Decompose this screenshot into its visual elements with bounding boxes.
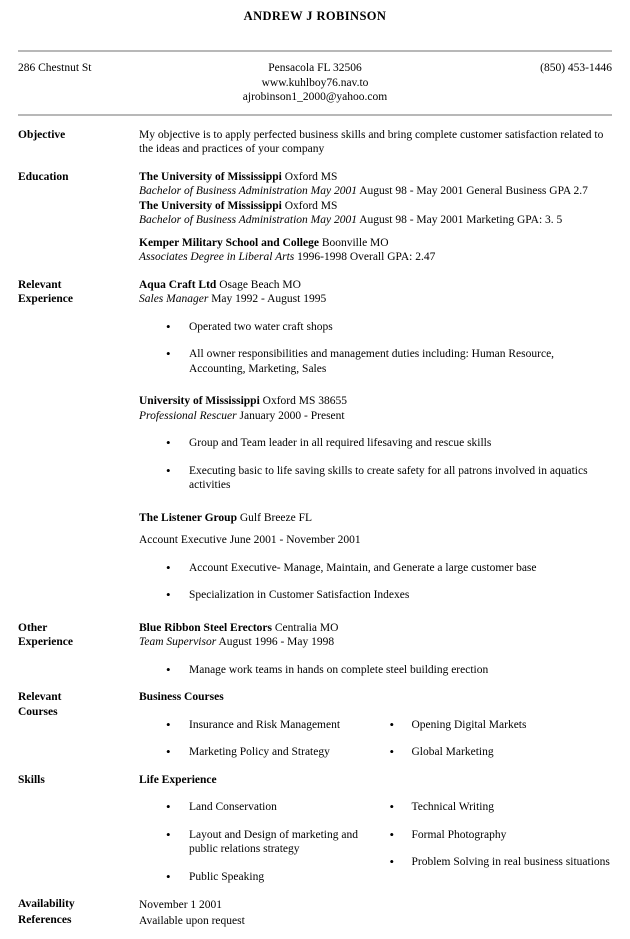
list-item: • All owner responsibilities and management duties including: Human Resource, Accounting, Marketing, Sales [139,347,612,376]
section-objective [18,128,612,157]
list-item: • Manage work teams in hands on complete steel building erection [139,663,612,678]
job-org-line [139,278,612,293]
education-detail-line [139,213,612,228]
courses-left-list [139,718,376,760]
spacer [139,525,612,533]
section-label-objective: Objective [18,128,66,141]
job-bullets [139,663,612,678]
courses-right-list [376,718,613,760]
job-role: Professional Rescuer [139,409,237,422]
section-label-relevant-courses [18,690,139,719]
section-label-availability: Availability [18,898,75,910]
list-item: • Insurance and Risk Management [139,718,376,733]
references-value: Available upon request [139,915,245,927]
education-detail: 1996-1998 Overall GPA: 2.47 [297,251,436,263]
spacer [18,265,612,278]
relevant-courses-content [139,690,612,760]
education-entries [139,170,612,265]
section-education [18,170,612,265]
education-org: Kemper Military School and College [139,236,319,249]
job-role-line [139,409,612,424]
spacer [139,493,612,511]
education-entry [139,199,612,214]
job-bullets [139,436,612,493]
contact-email[interactable]: ajrobinson1_2000@yahoo.com [242,91,388,103]
job-location: Osage Beach MO [219,278,301,291]
section-skills [18,773,612,885]
list-item: • Account Executive- Manage, Maintain, and Generate a large customer base [139,561,612,576]
job-dates: August 1996 - May 1998 [218,636,335,648]
label-line-1: Relevant [18,691,62,703]
education-location: Oxford MS [284,170,338,183]
objective-text: My objective is to apply perfected business skills and bring complete customer satisfaction related to the ideas and practices of your company [139,128,604,155]
courses-right-column [376,705,613,760]
list-item: • Layout and Design of marketing and public relations strategy [139,828,376,857]
section-availability [18,897,612,913]
courses-columns [139,705,612,760]
job-location: Gulf Breeze FL [239,511,313,524]
spacer [18,157,612,170]
spacer [139,228,612,236]
job-role-line [139,533,612,548]
list-item: • Marketing Policy and Strategy [139,745,376,760]
section-label-skills: Skills [18,773,45,786]
list-item: • Opening Digital Markets [376,718,613,733]
job-org-line [139,621,612,636]
spacer [18,677,612,690]
spacer [18,760,612,773]
skills-columns [139,787,612,884]
education-detail-line [139,250,612,265]
contact-city: Pensacola FL 32506 [268,62,362,74]
education-location: Boonville MO [321,236,389,249]
skills-content [139,773,612,885]
job-entry [139,278,612,377]
job-role: Sales Manager [139,293,209,305]
skills-heading: Life Experience [139,773,217,786]
label-line-2: Experience [18,636,73,648]
job-org: Aqua Craft Ltd [139,278,217,291]
section-label-references: References [18,914,72,926]
label-line-1: Relevant [18,278,62,291]
courses-heading: Business Courses [139,691,224,703]
spacer [139,376,612,394]
list-item: • Global Marketing [376,745,613,760]
education-entry [139,170,612,185]
section-label-education: Education [18,170,69,183]
job-org-line [139,511,612,526]
education-location: Oxford MS [284,199,338,212]
page-title: ANDREW J ROBINSON [243,9,387,23]
label-line-1: Other [18,621,48,634]
job-dates: June 2001 - November 2001 [229,534,361,546]
job-org-line [139,394,612,409]
other-experience-entry [139,621,612,678]
skills-right-column [376,787,613,870]
education-org: The University of Mississippi [139,199,282,212]
contact-address: 286 Chestnut St [18,62,92,74]
job-role-line [139,635,612,650]
list-item: • Group and Team leader in all required lifesaving and rescue skills [139,436,612,451]
job-dates: January 2000 - Present [239,409,345,422]
skills-left-column [139,787,376,884]
job-bullets [139,561,612,603]
label-line-2: Courses [18,705,58,718]
job-org: University of Mississippi [139,395,260,407]
job-org: The Listener Group [139,511,237,524]
list-item: • Public Speaking [139,870,376,885]
courses-left-column [139,705,376,760]
job-entry [139,394,612,493]
list-item: • Operated two water craft shops [139,320,612,335]
list-item: • Executing basic to life saving skills to create safety for all patrons involved in aquatics activities [139,464,612,493]
list-item: • Land Conservation [139,800,376,815]
section-references [18,913,612,929]
job-entry [139,511,612,603]
job-bullets [139,320,612,377]
job-role-line [139,292,612,307]
relevant-experience-jobs [139,278,612,603]
list-item: • Technical Writing [376,800,613,815]
education-detail: August 98 - May 2001 Marketing GPA: 3. 5 [359,214,563,226]
spacer [18,884,612,897]
job-dates: May 1992 - August 1995 [211,293,327,305]
availability-value: November 1 2001 [139,899,223,911]
education-detail: August 98 - May 2001 General Business GPA 2.7 [359,185,588,197]
skills-left-list [139,800,376,884]
job-location: Centralia MO [274,621,339,634]
spacer [18,603,612,621]
education-org: The University of Mississippi [139,170,282,183]
contact-phone: (850) 453-1446 [540,62,612,74]
section-label-relevant-experience [18,278,139,307]
list-item: • Formal Photography [376,828,613,843]
contact-website[interactable]: www.kuhlboy76.nav.to [261,76,369,89]
education-degree: Associates Degree in Liberal Arts [139,251,295,263]
section-relevant-experience [18,278,612,603]
list-item: • Specialization in Customer Satisfaction Indexes [139,588,612,603]
education-degree: Bachelor of Business Administration May 2001 [139,214,357,226]
education-detail-line [139,184,612,199]
education-entry [139,236,612,251]
skills-right-list [376,800,613,870]
section-label-other-experience [18,621,139,650]
job-location: Oxford MS 38655 [262,395,347,407]
section-other-experience [18,621,612,678]
resume-body [0,116,630,930]
education-degree: Bachelor of Business Administration May 2001 [139,185,357,197]
list-item: • Problem Solving in real business situations [376,855,613,870]
job-role: Account Executive [139,534,227,546]
job-org: Blue Ribbon Steel Erectors [139,621,272,634]
job-role: Team Supervisor [139,636,217,648]
section-relevant-courses [18,690,612,760]
contact-block [0,52,630,105]
label-line-2: Experience [18,293,73,305]
